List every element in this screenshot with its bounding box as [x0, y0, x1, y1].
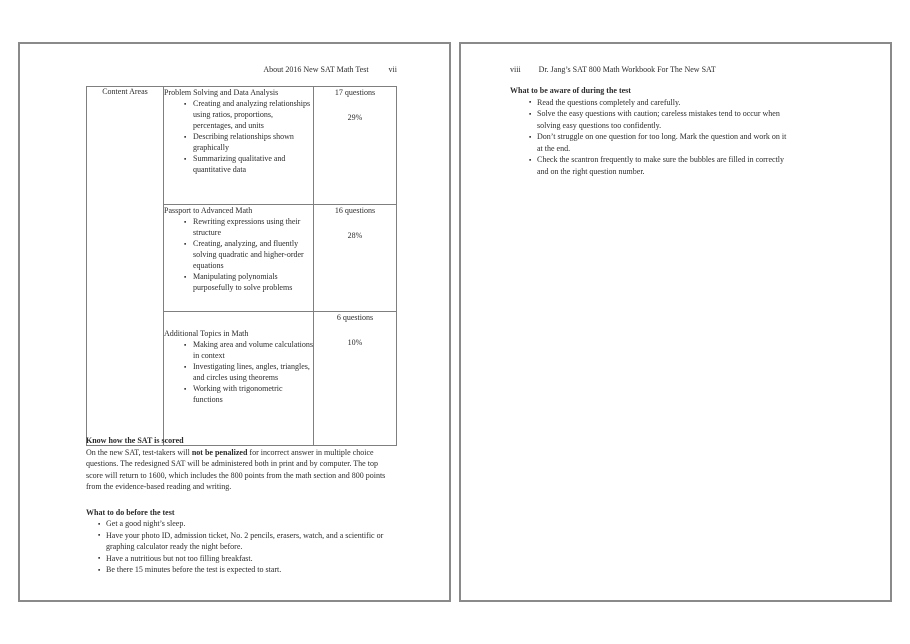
section-heading: Know how the SAT is scored — [86, 436, 184, 445]
stat-cell — [314, 205, 397, 312]
stat-cell — [314, 312, 397, 446]
list-item: ▪ Making area and volume calculations in context — [184, 339, 313, 361]
question-count: 6 questions — [336, 313, 374, 322]
list-item: ▪ Rewriting expressions using their structure — [184, 216, 313, 238]
question-percent: 29% — [347, 113, 363, 122]
paragraph-bold-text: not be penalized — [191, 447, 248, 457]
table-row — [87, 87, 397, 205]
section-before-test — [86, 507, 394, 576]
topic-title: Problem Solving and Data Analysis — [164, 88, 279, 97]
left-page-running-header — [86, 65, 397, 75]
topic-bullet-list — [184, 98, 313, 175]
content-areas-label-cell — [87, 87, 164, 446]
list-item: ▪ Check the scantron frequently to make sure the bubbles are filled in correctly and on the right question number. — [530, 154, 791, 177]
page-number: vii — [388, 65, 397, 74]
topic-title: Passport to Advanced Math — [164, 206, 253, 215]
running-title: Dr. Jang’s SAT 800 Math Workbook For The New SAT — [538, 65, 716, 74]
paragraph-text: On the new SAT, test-takers will — [86, 447, 192, 457]
list-item: ▪ Solve the easy questions with caution; careless mistakes tend to occur when solving easy questions too confidently. — [530, 108, 791, 131]
question-count: 17 questions — [334, 88, 376, 97]
content-areas-table — [86, 86, 397, 446]
advice-list — [530, 97, 791, 178]
list-item: ▪ Creating, analyzing, and fluently solving quadratic and higher-order equations — [184, 238, 313, 271]
left-page-body — [86, 435, 394, 576]
right-page-running-header — [510, 65, 716, 75]
question-count: 16 questions — [334, 206, 376, 215]
right-page-body — [510, 85, 791, 177]
paragraph-text: for incorrect answer in multiple choice questions. The redesigned SAT will be administered both in print and by computer. The top score will return to 1600, which includes the 800 points from the math section and 800 points from the evidence-based reading and writing. — [86, 447, 386, 491]
list-item: ▪ Creating and analyzing relationships using ratios, proportions, percentages, and units — [184, 98, 313, 131]
topic-cell — [164, 205, 314, 312]
list-item: ▪ Summarizing qualitative and quantitative data — [184, 153, 313, 175]
list-item: ▪ Describing relationships shown graphically — [184, 131, 313, 153]
section-sat-scoring — [86, 435, 394, 493]
advice-list — [99, 518, 394, 576]
running-title: About 2016 New SAT Math Test — [263, 65, 369, 74]
list-item: ▪ Don’t struggle on one question for too long. Mark the question and work on it at the end. — [530, 131, 791, 154]
topic-bullet-list — [184, 216, 313, 293]
stat-cell — [314, 87, 397, 205]
list-item: ▪ Be there 15 minutes before the test is expected to start. — [99, 564, 394, 576]
section-heading: What to do before the test — [86, 507, 175, 517]
section-during-test — [510, 85, 791, 177]
topic-cell — [164, 87, 314, 205]
section-heading: What to be aware of during the test — [510, 86, 631, 95]
topic-cell — [164, 312, 314, 446]
topic-bullet-list — [184, 339, 313, 405]
list-item: ▪ Get a good night’s sleep. — [99, 518, 394, 530]
question-percent: 10% — [347, 338, 363, 347]
list-item: ▪ Have your photo ID, admission ticket, No. 2 pencils, erasers, watch, and a scientific or graphing calculator ready the night before. — [99, 530, 394, 553]
list-item: ▪ Have a nutritious but not too filling breakfast. — [99, 553, 394, 565]
list-item: ▪ Read the questions completely and carefully. — [530, 97, 791, 109]
list-item: ▪ Manipulating polynomials purposefully to solve problems — [184, 271, 313, 293]
right-page — [459, 42, 892, 602]
section-paragraph — [86, 447, 394, 493]
page-number: viii — [510, 65, 521, 74]
left-page — [18, 42, 451, 602]
question-percent: 28% — [347, 231, 363, 240]
content-areas-label: Content Areas — [102, 87, 148, 96]
topic-title: Additional Topics in Math — [164, 329, 249, 338]
list-item: ▪ Investigating lines, angles, triangles, and circles using theorems — [184, 361, 313, 383]
list-item: ▪ Working with trigonometric functions — [184, 383, 313, 405]
